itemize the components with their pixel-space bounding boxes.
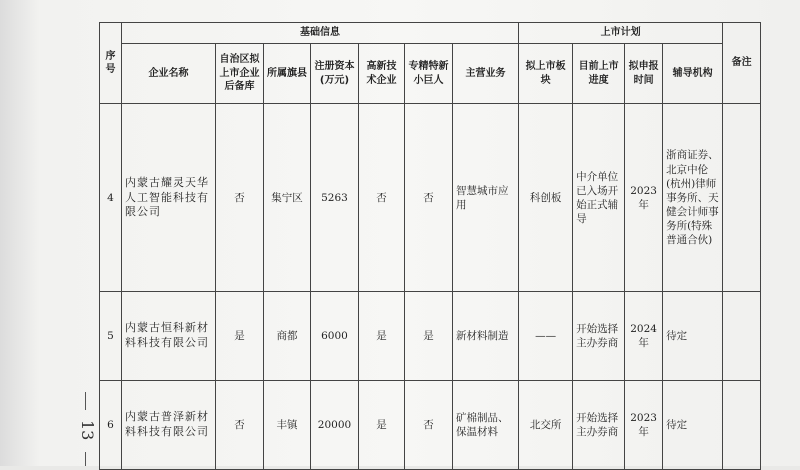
cell-agency: 待定 — [663, 292, 723, 381]
header-district: 所属旗县 — [264, 43, 311, 104]
cell-progress: 中介单位已入场开始正式辅导 — [573, 104, 625, 292]
cell-agency: 浙商证券、北京中伦(杭州)律师事务所、天健会计师事务所(特殊普通合伙) — [663, 104, 723, 292]
cell-company: 内蒙古普泽新材料科技有限公司 — [122, 381, 216, 470]
cell-report-time: 2023年 — [625, 381, 663, 470]
header-business: 主营业务 — [453, 43, 519, 104]
header-agency: 辅导机构 — [663, 43, 723, 104]
header-report-time: 拟申报时间 — [625, 43, 663, 104]
header-progress: 目前上市进度 — [573, 43, 625, 104]
cell-seq: 4 — [100, 104, 122, 292]
cell-capital: 6000 — [311, 292, 359, 381]
cell-report-time: 2023年 — [625, 104, 663, 292]
cell-hightech: 否 — [359, 104, 405, 292]
cell-district: 丰镇 — [264, 381, 311, 470]
cell-progress: 开始选择主办券商 — [573, 292, 625, 381]
header-hightech: 高新技术企业 — [359, 43, 405, 104]
header-board: 拟上市板块 — [519, 43, 573, 104]
cell-agency: 待定 — [663, 381, 723, 470]
cell-reserve: 否 — [216, 381, 264, 470]
cell-capital: 20000 — [311, 381, 359, 470]
cell-reserve: 是 — [216, 292, 264, 381]
cell-company: 内蒙古恒科新材料科技有限公司 — [122, 292, 216, 381]
header-specialized: 专精特新小巨人 — [405, 43, 453, 104]
cell-remarks — [723, 292, 761, 381]
header-reserve: 自治区拟上市企业后备库 — [216, 43, 264, 104]
cell-seq: 5 — [100, 292, 122, 381]
cell-specialized: 否 — [405, 381, 453, 470]
page-number-dash-bottom — [85, 452, 86, 466]
cell-remarks — [723, 104, 761, 292]
page-number: 13 — [78, 420, 97, 441]
page-number-dash-top — [85, 392, 86, 410]
cell-hightech: 是 — [359, 381, 405, 470]
cell-progress: 开始选择主办券商 — [573, 381, 625, 470]
table-row — [100, 104, 761, 292]
cell-business: 矿棉制品、保温材料 — [453, 381, 519, 470]
header-capital: 注册资本(万元) — [311, 43, 359, 104]
cell-district: 集宁区 — [264, 104, 311, 292]
cell-hightech: 是 — [359, 292, 405, 381]
cell-specialized: 是 — [405, 292, 453, 381]
header-seq: 序号 — [100, 23, 122, 104]
header-listing-plan: 上市计划 — [519, 23, 723, 44]
cell-remarks — [723, 381, 761, 470]
header-remarks: 备注 — [723, 23, 761, 104]
cell-business: 智慧城市应用 — [453, 104, 519, 292]
table-row — [100, 381, 761, 470]
cell-district: 商都 — [264, 292, 311, 381]
header-basic-info: 基础信息 — [122, 23, 519, 44]
cell-report-time: 2024年 — [625, 292, 663, 381]
listing-plan-table — [99, 22, 761, 470]
cell-reserve: 否 — [216, 104, 264, 292]
table-row — [100, 292, 761, 381]
cell-board: 北交所 — [519, 381, 573, 470]
cell-capital: 5263 — [311, 104, 359, 292]
cell-board: —— — [519, 292, 573, 381]
cell-company: 内蒙古耀灵天华人工智能科技有限公司 — [122, 104, 216, 292]
header-company: 企业名称 — [122, 43, 216, 104]
cell-specialized: 否 — [405, 104, 453, 292]
cell-board: 科创板 — [519, 104, 573, 292]
cell-business: 新材料制造 — [453, 292, 519, 381]
cell-seq: 6 — [100, 381, 122, 470]
